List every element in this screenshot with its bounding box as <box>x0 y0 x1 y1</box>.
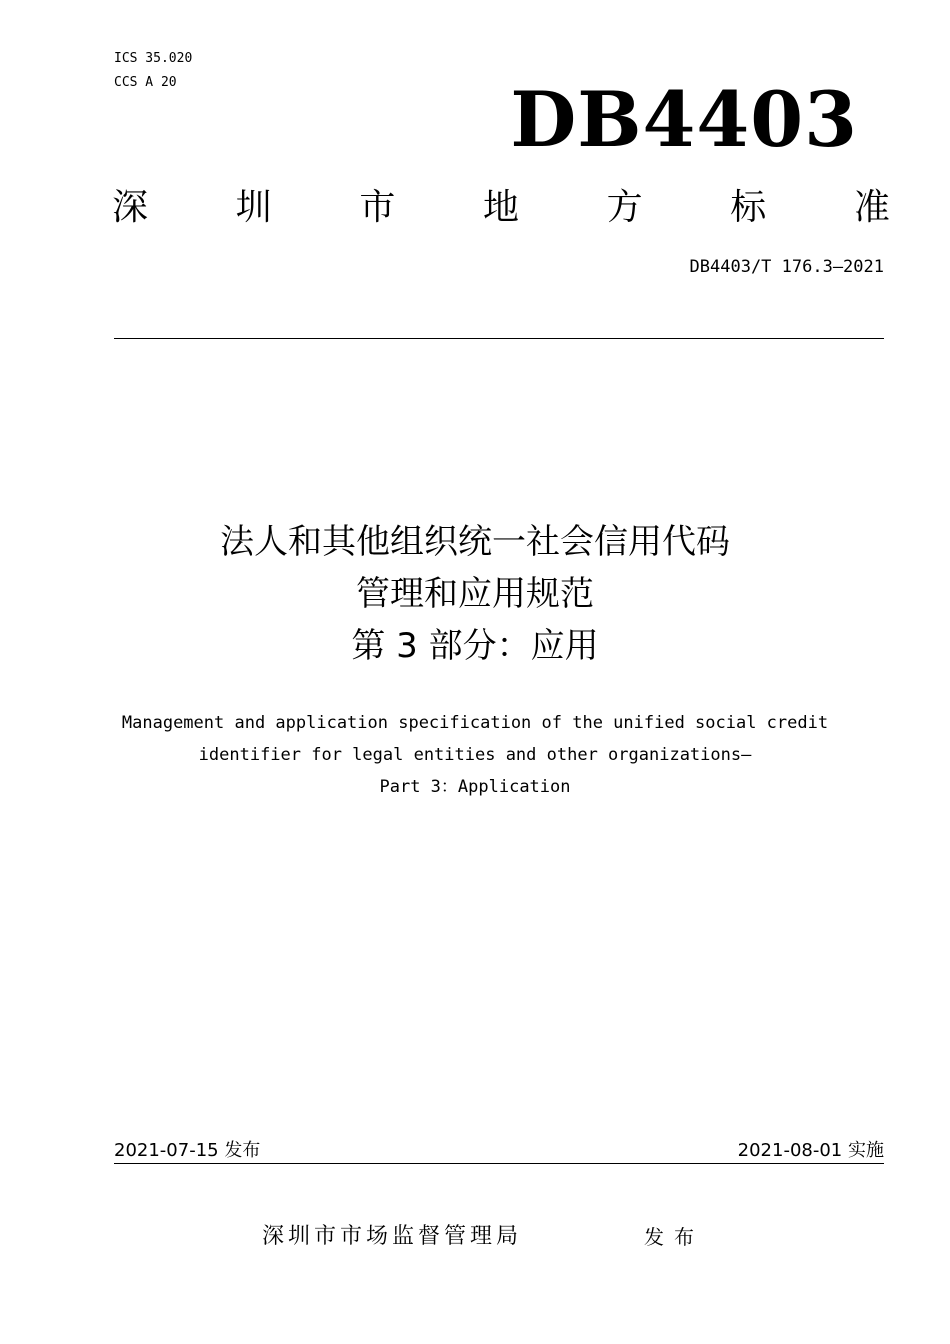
db-code-logo: DB4403 <box>510 75 858 164</box>
chinese-title-line: 第 3 部分：应用 <box>351 626 599 666</box>
ccs-code: CCS A 20 <box>114 75 177 90</box>
english-title <box>0 707 950 803</box>
standard-type-char: 市 <box>359 187 396 228</box>
standard-type-char: 地 <box>482 187 519 228</box>
chinese-title-line: 管理和应用规范 <box>356 574 594 614</box>
issue-date: 2021-07-15 发布 <box>114 1140 261 1161</box>
english-title-line: Part 3：Application <box>379 777 571 797</box>
english-title-line: Management and application specification of the unified social credit <box>121 713 829 733</box>
standard-type-char: 标 <box>730 187 767 228</box>
standard-type-char: 方 <box>606 187 643 228</box>
chinese-title-line: 法人和其他组织统一社会信用代码 <box>220 522 730 562</box>
implementation-date: 2021-08-01 实施 <box>737 1140 884 1161</box>
english-title-line: identifier for legal entities and other organizations— <box>198 745 752 765</box>
publish-label: 发布 <box>644 1225 704 1249</box>
bottom-divider <box>114 1163 884 1164</box>
standard-type-char: 圳 <box>235 187 272 228</box>
top-divider <box>114 338 884 339</box>
standard-type <box>112 186 890 230</box>
ics-code: ICS 35.020 <box>114 51 193 66</box>
standard-type-char: 准 <box>853 187 890 228</box>
publisher-name: 深圳市市场监督管理局 <box>262 1224 523 1249</box>
standard-type-char: 深 <box>112 187 149 228</box>
chinese-title <box>0 516 950 672</box>
standard-number: DB4403/T 176.3—2021 <box>689 257 884 277</box>
